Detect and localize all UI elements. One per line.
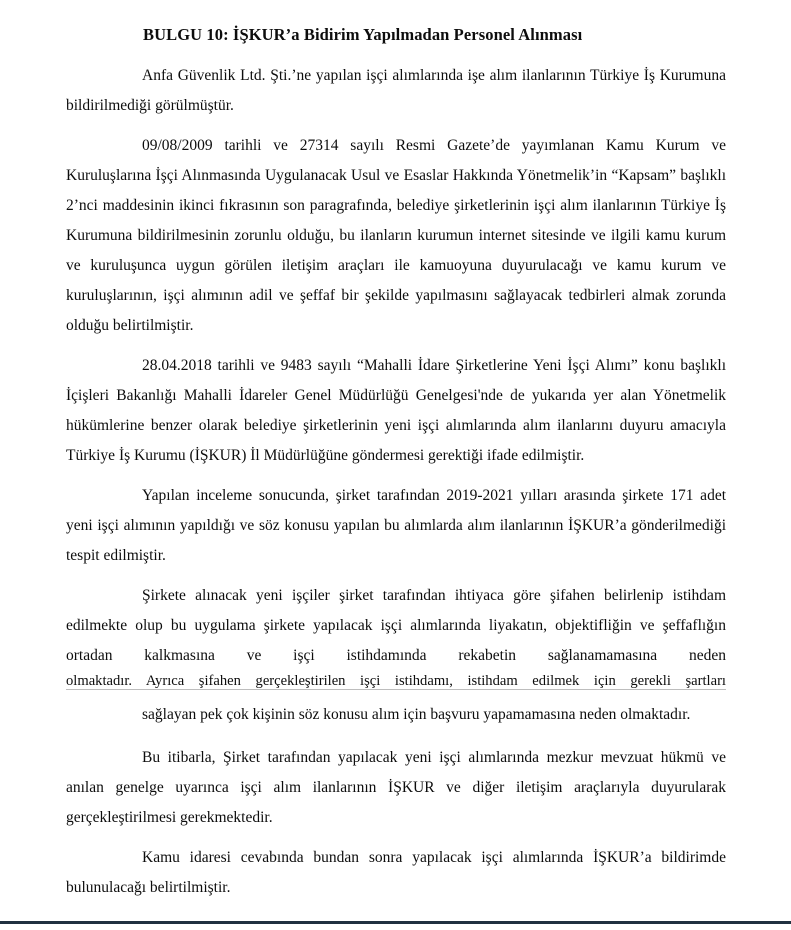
paragraph-hiring-practice: Şirkete alınacak yeni işçiler şirket tarafından ihtiyaca göre şifahen belirlenip istihdam edilmekte olup bu uygulama şirkete yapılacak işçi alımlarında liyakatın, objektifliğin ve şeffaflığın ortadan kalkmasına ve işçi istihdamında rekabetin sağlanamamasına neden	[66, 587, 726, 664]
paragraph-intro: Anfa Güvenlik Ltd. Şti.’ne yapılan işçi alımlarında işe alım ilanlarının Türkiye İş Kurumuna bildirilmediği görülmüştür.	[66, 67, 726, 114]
paragraph-audit-result: Yapılan inceleme sonucunda, şirket tarafından 2019-2021 yılları arasında şirkete 171 adet yeni işçi alımının yapıldığı ve söz konusu yapılan bu alımlarda alım ilanlarının İŞKUR’a gönderilmediği tespit edilmiştir.	[66, 487, 726, 564]
paragraph-regulation: 09/08/2009 tarihli ve 27314 sayılı Resmi Gazete’de yayımlanan Kamu Kurum ve Kuruluşlarına İşçi Alınmasında Uygulanacak Usul ve Esaslar Hakkında Yönetmelik’in “Kapsam” başlıklı 2’nci maddesinin ikinci fıkrasının son paragrafında, belediye şirketlerinin işçi alım ilanlarının Türkiye İş Kurumuna bildirilmesinin zorunlu olduğu, bu ilanların kurumun internet sitesinde ve ilgili kamu kurum ve kuruluşunca uygun görülen iletişim araçları ile kamuoyuna duyurulacağı ve kamu kurum ve kuruluşlarının, işçi alımının adil ve şeffaf bir şekilde yapılmasını sağlayacak tedbirleri almak zorunda olduğu belirtilmiştir.	[66, 137, 726, 334]
finding-title: BULGU 10: İŞKUR’a Bidirim Yapılmadan Personel Alınması	[143, 25, 583, 44]
paragraph-circular: 28.04.2018 tarihli ve 9483 sayılı “Mahalli İdare Şirketlerine Yeni İşçi Alımı” konu başlıklı İçişleri Bakanlığı Mahalli İdareler Genel Müdürlüğü Genelgesi'nde de yukarıda yer alan Yönetmelik hükümlerine benzer olarak belediye şirketlerinin yeni işçi alımlarında alım ilanlarını duyuru amacıyla Türkiye İş Kurumu (İŞKUR) İl Müdürlüğüne göndermesi gerektiği ifade edilmiştir.	[66, 357, 726, 464]
page-bottom-rule	[0, 921, 791, 924]
paragraph-agency-response: Kamu idaresi cevabında bundan sonra yapılacak işçi alımlarında İŞKUR’a bildirimde bulunulacağı belirtilmiştir.	[66, 849, 726, 896]
paragraph-recommendation: Bu itibarla, Şirket tarafından yapılacak yeni işçi alımlarında mezkur mevzuat hükmü ve anılan genelge uyarınca işçi alım ilanlarının İŞKUR ve diğer iletişim araçlarıyla duyurularak gerçekleştirilmesi gerekmektedir.	[66, 749, 726, 826]
page-break-continuation-line: sağlayan pek çok kişinin söz konusu alım için başvuru yapamamasına neden olmaktadır.	[142, 706, 691, 723]
page-break-clipped-line: olmaktadır. Ayrıca şifahen gerçekleştirilen işçi istihdamı, istihdam edilmek için gerekli şartları	[66, 673, 726, 689]
